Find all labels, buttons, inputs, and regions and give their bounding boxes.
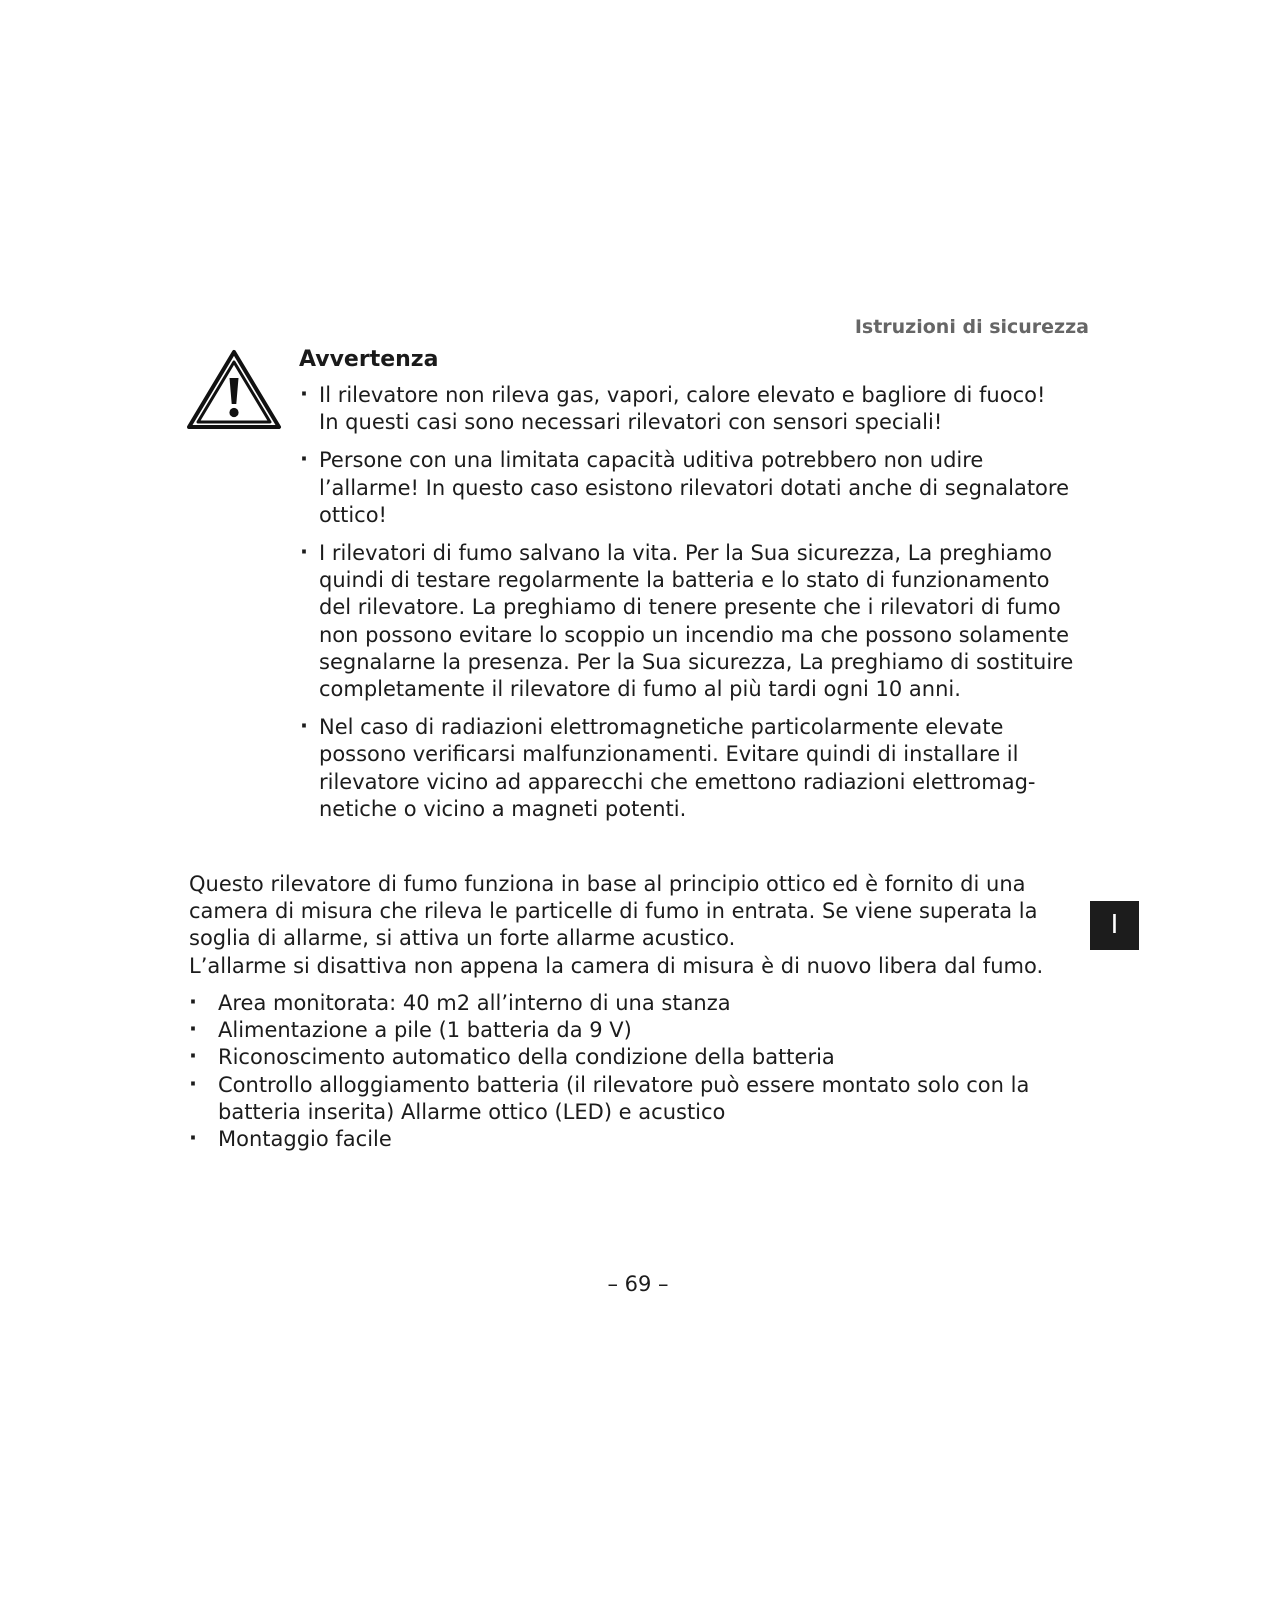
warning-list — [299, 382, 1099, 823]
text-line: netiche o vicino a magneti potenti. — [319, 796, 687, 821]
text-line: quindi di testare regolarmente la batteria e lo stato di funzionamento — [319, 568, 1050, 593]
feature-item — [189, 1072, 1069, 1126]
text-line: ottico! — [319, 502, 387, 527]
text-line: soglia di allarme, si attiva un forte allarme acustico. — [189, 926, 736, 951]
warning-item — [299, 540, 1099, 703]
text-line: · Persone con una limitata capacità uditiva potrebbero non udire — [319, 448, 984, 473]
text-line: camera di misura che rileva le particelle di fumo in entrata. Se viene superata la — [189, 899, 1038, 924]
text-line: completamente il rilevatore di fumo al più tardi ogni 10 anni. — [319, 677, 961, 702]
text-line: L’allarme si disattiva non appena la camera di misura è di nuovo libera dal fumo. — [189, 953, 1044, 978]
warning-heading: Avvertenza — [299, 347, 439, 372]
text-line: · Riconoscimento automatico della condizione della batteria — [218, 1045, 835, 1070]
text-line: batteria inserita) Allarme ottico (LED) e acustico — [218, 1099, 726, 1124]
feature-item — [189, 1126, 1069, 1153]
text-line: non possono evitare lo scoppio un incendio ma che possono solamente — [319, 622, 1070, 647]
page-number: – 69 – — [607, 1272, 669, 1296]
feature-list — [189, 990, 1069, 1153]
warning-triangle-icon — [186, 348, 282, 432]
page-section-title: Istruzioni di sicurezza — [854, 316, 1089, 338]
language-tab: I — [1090, 901, 1139, 950]
text-line: · Montaggio facile — [218, 1127, 392, 1152]
feature-item — [189, 1017, 1069, 1044]
text-line: In questi casi sono necessari rilevatori con sensori speciali! — [319, 410, 943, 435]
text-line: l’allarme! In questo caso esistono rilevatori dotati anche di segnalatore — [319, 475, 1070, 500]
text-line: del rilevatore. La preghiamo di tenere presente che i rilevatori di fumo — [319, 595, 1061, 620]
text-line: Questo rilevatore di fumo funziona in base al principio ottico ed è fornito di una — [189, 872, 1026, 896]
warning-section — [299, 346, 1099, 834]
text-line: · Alimentazione a pile (1 batteria da 9 V) — [218, 1018, 632, 1043]
feature-item — [189, 1044, 1069, 1071]
text-line: · Area monitorata: 40 m2 all’interno di una stanza — [218, 991, 731, 1015]
feature-item — [189, 990, 1069, 1017]
text-line: possono verificarsi malfunzionamenti. Evitare quindi di installare il — [319, 742, 1019, 767]
text-line: · Controllo alloggiamento batteria (il rilevatore può essere montato solo con la — [218, 1072, 1030, 1097]
text-line: · Nel caso di radiazioni elettromagnetiche particolarmente elevate — [319, 715, 1004, 740]
intro-paragraph — [189, 871, 1069, 980]
warning-item — [299, 714, 1099, 823]
text-line: · I rilevatori di fumo salvano la vita. Per la Sua sicurezza, La preghiamo — [319, 541, 1053, 566]
warning-item — [299, 447, 1099, 529]
text-line: rilevatore vicino ad apparecchi che emettono radiazioni elettromag- — [319, 769, 1036, 794]
text-line: · Il rilevatore non rileva gas, vapori, calore elevato e bagliore di fuoco! — [319, 383, 1046, 407]
warning-item — [299, 382, 1099, 436]
text-line: segnalarne la presenza. Per la Sua sicurezza, La preghiamo di sostituire — [319, 649, 1074, 674]
